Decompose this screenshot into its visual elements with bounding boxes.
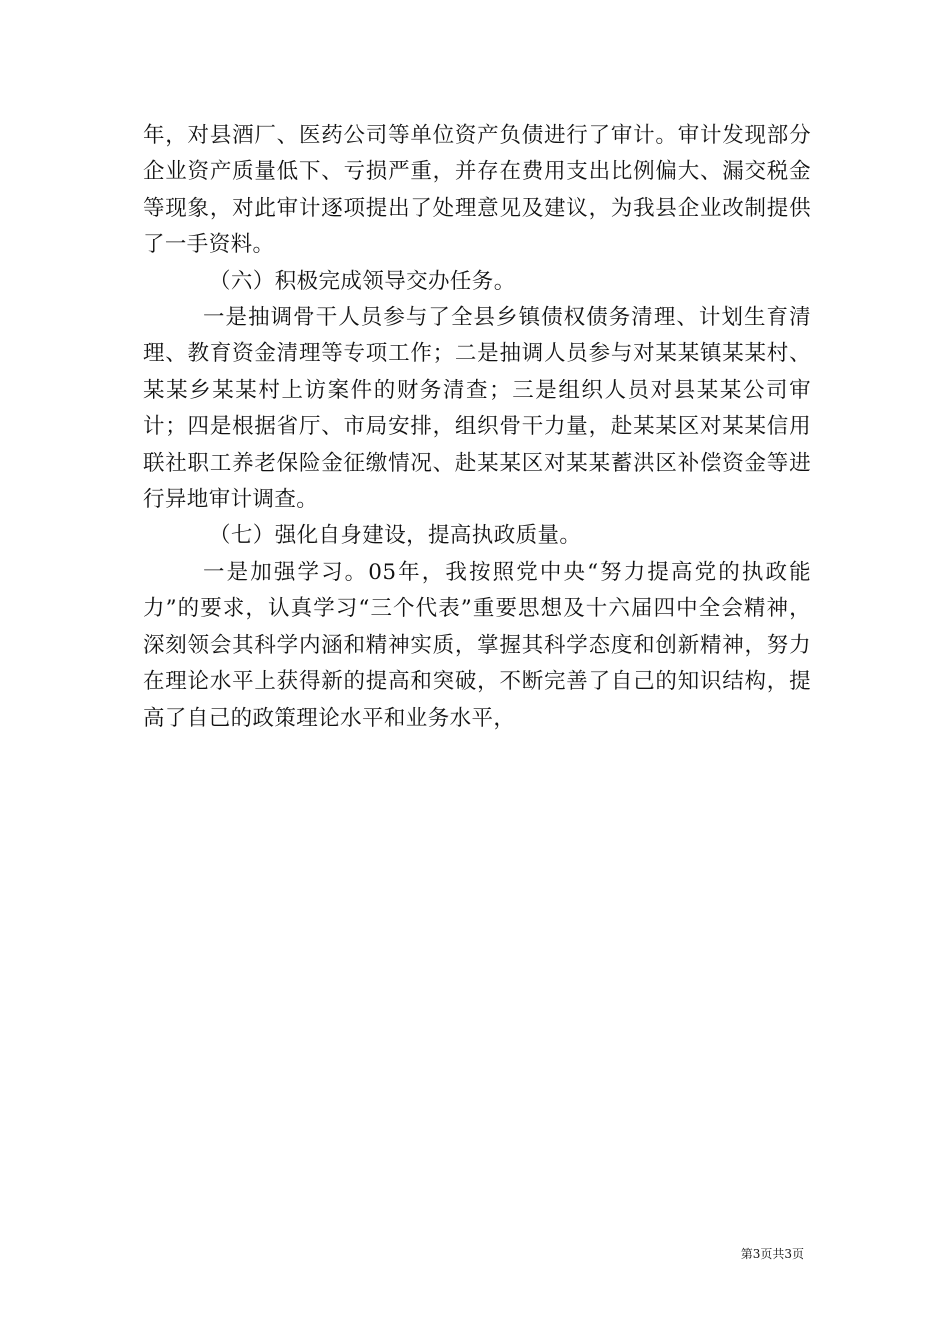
- document-body: [143, 118, 811, 737]
- heading-section-six: （六）积极完成领导交办任务。: [209, 268, 516, 294]
- paragraph-audit-findings: 年，对县酒厂、医药公司等单位资产负债进行了审计。审计发现部分企业资产质量低下、亏损严重，并存在费用支出比例偏大、漏交税金等现象，对此审计逐项提出了处理意见及建议，为我县企业改制提供了一手资料。: [143, 123, 811, 258]
- page-number-footer: 第3页共3页: [740, 1247, 804, 1261]
- heading-section-seven: （七）强化自身建设，提高执政质量。: [209, 523, 582, 549]
- paragraph-self-development: 一是加强学习。05年，我按照党中央“努力提高党的执政能力”的要求，认真学习“三个代表”重要思想及十六届四中全会精神，深刻领会其科学内涵和精神实质，掌握其科学态度和创新精神，努力在理论水平上获得新的提高和突破，不断完善了自己的知识结构，提高了自己的政策理论水平和业务水平，: [143, 559, 811, 731]
- paragraph-assigned-tasks: 一是抽调骨干人员参与了全县乡镇债权债务清理、计划生育清理、教育资金清理等专项工作；二是抽调人员参与对某某镇某某村、某某乡某某村上访案件的财务清查；三是组织人员对县某某公司审计；四是根据省厅、市局安排，组织骨干力量，赴某某区对某某信用联社职工养老保险金征缴情况、赴某某区对某某蓄洪区补偿资金等进行异地审计调查。: [143, 305, 811, 513]
